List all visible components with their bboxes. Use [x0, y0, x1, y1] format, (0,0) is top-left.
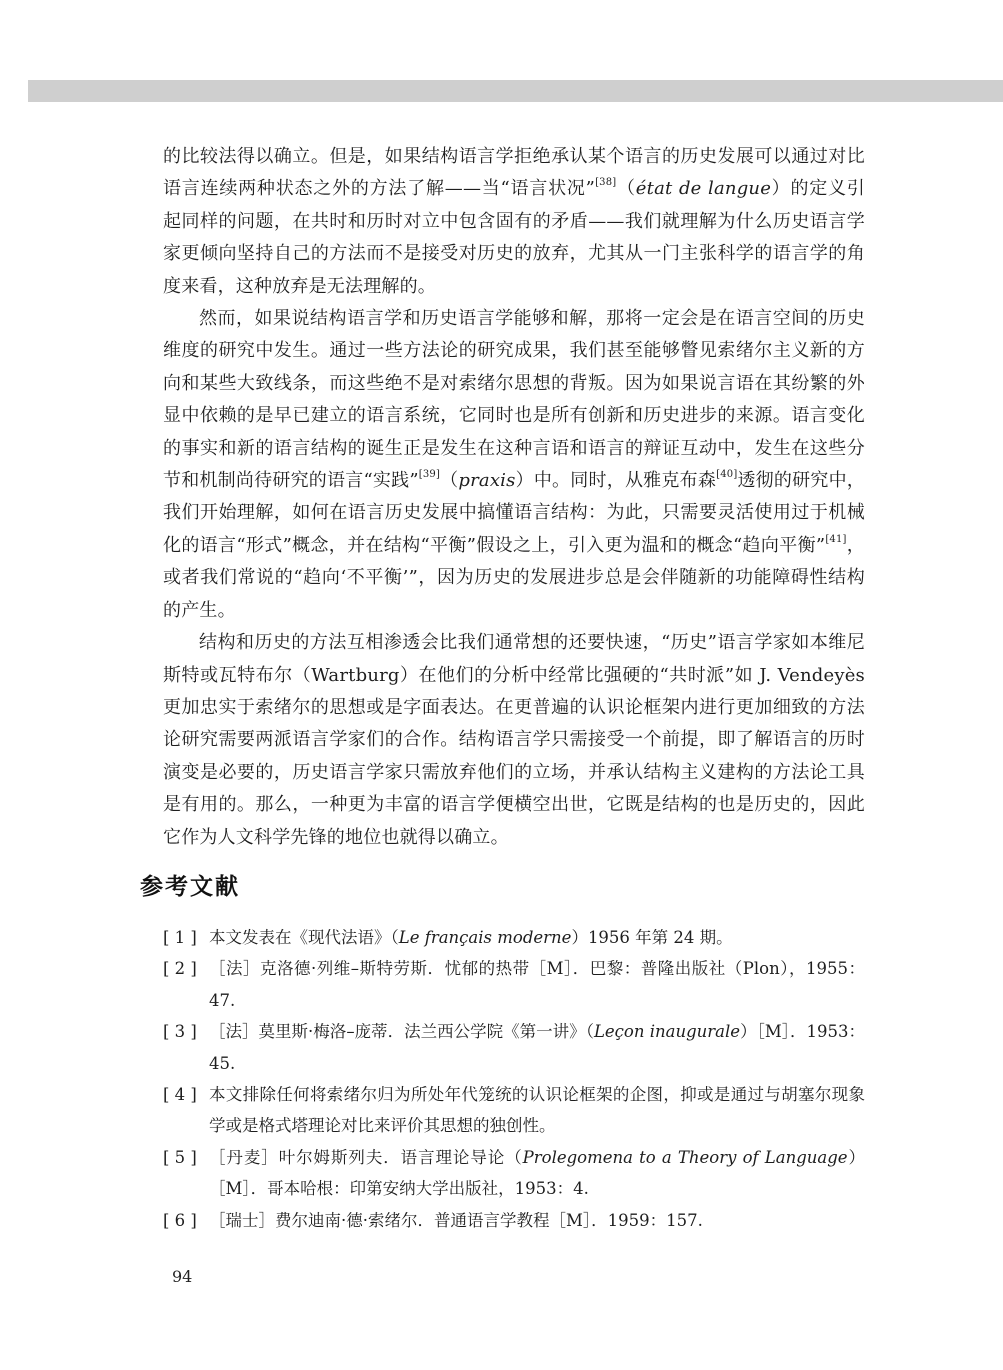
reference-number: [ 3 ] — [163, 1022, 197, 1042]
reference-number: [ 5 ] — [163, 1147, 197, 1167]
citation-marker: [40] — [716, 469, 738, 481]
references-title: 参考文献 — [140, 874, 240, 900]
italic-term: Le français moderne — [398, 928, 572, 947]
text-run: 本文发表在《现代法语》（ — [209, 928, 399, 947]
header-bar — [28, 80, 1003, 102]
reference-text — [209, 1016, 865, 1079]
text-run: ［法］莫里斯·梅洛–庞蒂．法兰西公学院《第一讲》（ — [209, 1022, 594, 1042]
reference-item — [163, 1142, 865, 1205]
reference-item — [163, 1205, 865, 1236]
italic-term: Prolegomena to a Theory of Language — [522, 1147, 848, 1167]
reference-item — [163, 953, 865, 1016]
text-run: ）中。同时，从雅克布森 — [515, 470, 717, 492]
reference-item — [163, 1079, 865, 1142]
reference-text — [209, 922, 865, 953]
text-run: 结构和历史的方法互相渗透会比我们通常想的还要快速，“历史”语言学家如本维尼斯特或瓦特布尔（Wartburg）在他们的分析中经常比强硬的“共时派”如 J. Vendeyès 更加忠实于索绪尔的思想或是字面表达。在更普遍的认识论框架内进行更加细致的方法论研究需要两派语言学家们的合作。结构语言学只需接受一个前提，即了解语言的历时演变是必要的，历史语言学家只需放弃他们的立场，并承认结构主义建构的方法论工具是有用的。那么，一种更为丰富的语言学便横空出世，它既是结构的也是历史的，因此它作为人文科学先锋的地位也就得以确立。 — [163, 632, 865, 848]
text-run: ）［M］．1953：45. — [209, 1022, 866, 1073]
citation-marker: [39] — [418, 469, 441, 481]
reference-text — [209, 1205, 865, 1236]
italic-term: praxis — [458, 470, 516, 492]
text-run: ［法］克洛德·列维–斯特劳斯．忧郁的热带［M］．巴黎：普隆出版社（Plon），1955：47. — [209, 959, 865, 1010]
text-run: 本文排除任何将索绪尔归为所处年代笼统的认识论框架的企图，抑或是通过与胡塞尔现象学或是格式塔理论对比来评价其思想的独创性。 — [209, 1085, 865, 1136]
italic-term: Leçon inaugurale — [593, 1022, 741, 1042]
body-paragraph — [163, 303, 865, 627]
reference-number: [ 4 ] — [163, 1085, 197, 1105]
reference-number: [ 6 ] — [163, 1210, 197, 1230]
text-run: 透彻的研究中，我们开始理解，如何在语言历史发展中搞懂语言结构：为此，只需要灵活使用过于机械化的语言“形式”概念，并在结构“平衡”假设之上，引入更为温和的概念“趋向平衡” — [163, 470, 866, 556]
references-list — [163, 922, 865, 1236]
text-run: ，或者我们常说的“趋向‘不平衡’”，因为历史的发展进步总是会伴随新的功能障碍性结构的产生。 — [163, 534, 865, 621]
text-run: ）［M］．哥本哈根：印第安纳大学出版社，1953：4. — [209, 1147, 866, 1199]
text-run: 的比较法得以确立。但是，如果结构语言学拒绝承认某个语言的历史发展可以通过对比语言连续两种状态之外的方法了解——当“语言状况” — [163, 146, 865, 200]
text-run: 然而，如果说结构语言学和历史语言学能够和解，那将一定会是在语言空间的历史维度的研究中发生。通过一些方法论的研究成果，我们甚至能够瞥见索绪尔主义新的方向和某些大致线条，而这些绝不是对索绪尔思想的背叛。因为如果说言语在其纷繁的外显中依赖的是早已建立的语言系统，它同时也是所有创新和历史进步的来源。语言变化的事实和新的语言结构的诞生正是发生在这种言语和语言的辩证互动中，发生在这些分节和机制尚待研究的语言“实践” — [163, 308, 865, 492]
reference-text — [209, 1142, 865, 1205]
reference-number: [ 1 ] — [163, 928, 197, 947]
reference-number: [ 2 ] — [163, 959, 197, 979]
page-number: 94 — [172, 1267, 193, 1286]
text-run: ）的定义引起同样的问题，在共时和历时对立中包含固有的矛盾——我们就理解为什么历史语言学家更倾向坚持自己的方法而不是接受对历史的放弃，尤其从一门主张科学的语言学的角度来看，这种放弃是无法理解的。 — [163, 178, 866, 297]
citation-marker: [38] — [595, 177, 617, 189]
text-run: ［丹麦］叶尔姆斯列夫．语言理论导论（ — [209, 1147, 523, 1167]
body-paragraph — [163, 627, 865, 854]
text-run: ［瑞士］费尔迪南·德·索绪尔．普通语言学教程［M］．1959：157. — [209, 1210, 703, 1230]
reference-item — [163, 1016, 865, 1079]
body-text — [163, 141, 865, 854]
body-paragraph — [163, 141, 865, 303]
reference-item — [163, 922, 865, 953]
citation-marker: [41] — [825, 533, 847, 545]
text-run: ）1956 年第 24 期。 — [571, 928, 733, 947]
reference-text — [209, 953, 865, 1016]
reference-text — [209, 1079, 865, 1142]
text-run: （ — [616, 178, 636, 200]
italic-term: état de langue — [635, 178, 772, 200]
text-run: （ — [440, 470, 459, 492]
